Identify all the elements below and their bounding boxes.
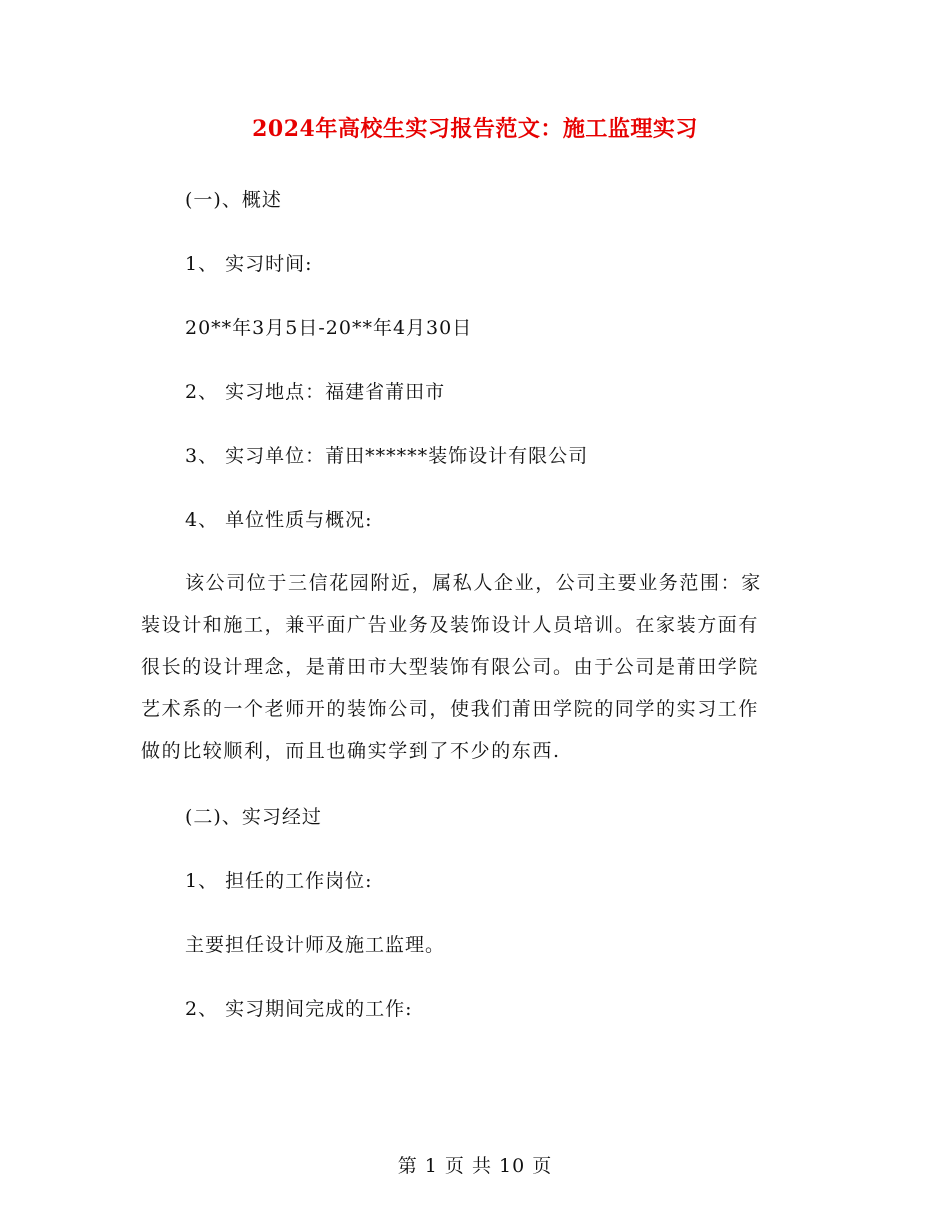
internship-location: 2、 实习地点：福建省莆田市 [185, 381, 446, 403]
section-heading-overview: (一)、概述 [185, 189, 282, 211]
internship-time-value: 20**年3月5日-20**年4月30日 [185, 317, 473, 339]
internship-time-label: 1、 实习时间: [185, 253, 313, 275]
document-title: 2024年高校生实习报告范文：施工监理实习 [252, 116, 698, 142]
paragraph-row: 做的比较顺利，而且也确实学到了不少的东西. [141, 740, 561, 762]
job-position-label: 1、 担任的工作岗位: [185, 870, 373, 892]
paragraph-row: 很长的设计理念，是莆田市大型装饰有限公司。由于公司是莆田学院 [141, 656, 760, 678]
internship-company: 3、 实习单位：莆田******装饰设计有限公司 [185, 445, 589, 467]
paragraph-row: 艺术系的一个老师开的装饰公司，使我们莆田学院的同学的实习工作 [141, 698, 760, 720]
company-nature-label: 4、 单位性质与概况: [185, 509, 373, 531]
page-footer: 第 1 页 共 10 页 [397, 1155, 553, 1177]
company-description-paragraph [141, 562, 801, 772]
paragraph-row: 装设计和施工，兼平面广告业务及装饰设计人员培训。在家装方面有 [141, 614, 760, 636]
paragraph-row: 该公司位于三信花园附近，属私人企业，公司主要业务范围：家 [185, 572, 762, 594]
job-position-value: 主要担任设计师及施工监理。 [185, 934, 446, 956]
section-heading-process: (二)、实习经过 [185, 806, 322, 828]
completed-work-label: 2、 实习期间完成的工作: [185, 998, 413, 1020]
